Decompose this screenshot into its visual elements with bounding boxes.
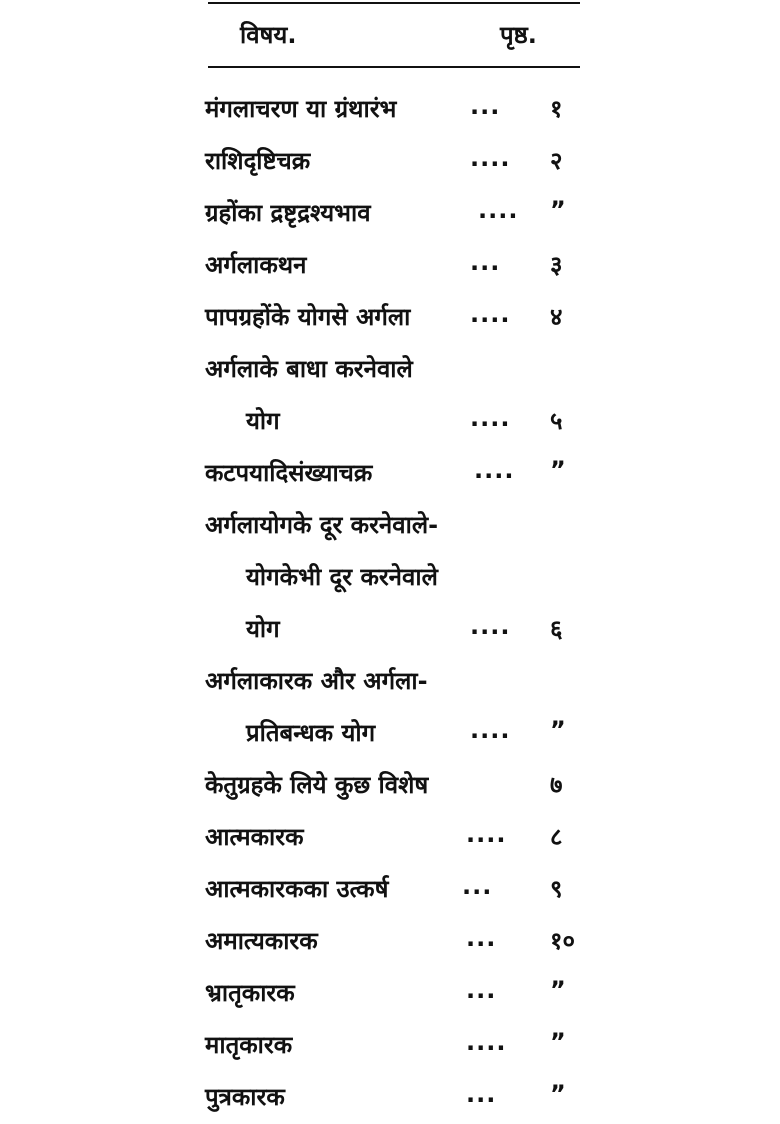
toc-entry-title: ग्रहोंका द्रष्टृद्रश्यभाव [205,199,371,227]
toc-entry-title: योग [246,407,280,435]
toc-entry-leader: ... [470,248,501,276]
toc-entry [0,292,780,344]
toc-entry [0,604,780,656]
toc-entry-title: अर्गलाकथन [205,251,307,279]
toc-entry [0,136,780,188]
toc-entry [0,240,780,292]
toc-entry-page: १ [550,95,563,123]
toc-entry-title: योग [246,615,280,643]
toc-entry-leader: .... [478,196,519,224]
toc-entry-title: अमात्यकारक [205,927,318,955]
toc-entry [0,188,780,240]
toc-entry-page: ७ [550,771,563,799]
header-page: पृष्ठ. [500,21,537,49]
toc-entry-title: पुत्रकारक [205,1083,285,1111]
toc-entry-leader: .... [470,300,511,328]
toc-entry-page: ४ [550,303,563,331]
toc-entry-page: ” [550,716,566,744]
toc-entry-leader: .... [470,612,511,640]
toc-entry-leader: ... [466,1080,497,1108]
toc-entry [0,760,780,812]
toc-entry [0,396,780,448]
toc-entry [0,552,780,604]
toc-entry [0,1072,780,1124]
toc-entry [0,344,780,396]
toc-entry-leader: .... [470,716,511,744]
toc-entry-leader: .... [470,404,511,432]
toc-entry-page: ” [550,456,566,484]
toc-entry-title: मातृकारक [205,1031,293,1059]
toc-entry [0,656,780,708]
toc-entry [0,708,780,760]
toc-entry [0,812,780,864]
toc-entry-leader: .... [466,820,507,848]
toc-entry-title: पापग्रहोंके योगसे अर्गला [205,303,411,331]
toc-entry-title: प्रतिबन्धक योग [246,719,376,747]
toc-entry-page: ३ [550,251,563,279]
toc-entry-page: ” [550,1028,566,1056]
toc-entry-leader: .... [466,1028,507,1056]
toc-entry-title: भ्रातृकारक [205,979,295,1007]
toc-entry-title: केतुग्रहके लिये कुछ विशेष [205,771,429,799]
toc-entry-page: ” [550,976,566,1004]
toc-entry-title: राशिदृष्टिचक्र [205,147,311,175]
toc-entry [0,1020,780,1072]
toc-entry [0,448,780,500]
toc-entry-title: अर्गलाके बाधा करनेवाले [205,355,413,383]
toc-entry-title: अर्गलायोगके दूर करनेवाले- [205,511,439,539]
toc-entry-title: मंगलाचरण या ग्रंथारंभ [205,95,397,123]
toc-entry [0,864,780,916]
header-subject: विषय. [240,21,297,49]
toc-entry-leader: ... [466,976,497,1004]
toc-entry-page: ८ [550,823,563,851]
toc-entry-title: आत्मकारक [205,823,304,851]
toc-entry-page: ” [550,1080,566,1108]
toc-entry-leader: .... [474,456,515,484]
toc-entry [0,916,780,968]
toc-entry-page: २ [550,147,563,175]
toc-entry-leader: ... [466,924,497,952]
toc-entry [0,500,780,552]
toc-entry-leader: ... [462,872,493,900]
toc-entry-page: ” [550,196,566,224]
toc-entry-leader: ... [470,92,501,120]
toc-entry-title: अर्गलाकारक और अर्गला- [205,667,428,695]
toc-entry-title: कटपयादिसंख्याचक्र [205,459,373,487]
toc-entry [0,968,780,1020]
toc-entry-page: ९ [550,875,563,903]
toc-entry [0,84,780,136]
toc-entry-title: योगकेभी दूर करनेवाले [246,563,438,591]
toc-entry-title: आत्मकारकका उत्कर्ष [205,875,389,903]
toc-entry-leader: .... [470,144,511,172]
toc-entry-page: ५ [550,407,563,435]
toc-entry-page: १० [550,927,575,955]
toc-entry-page: ६ [550,615,563,643]
